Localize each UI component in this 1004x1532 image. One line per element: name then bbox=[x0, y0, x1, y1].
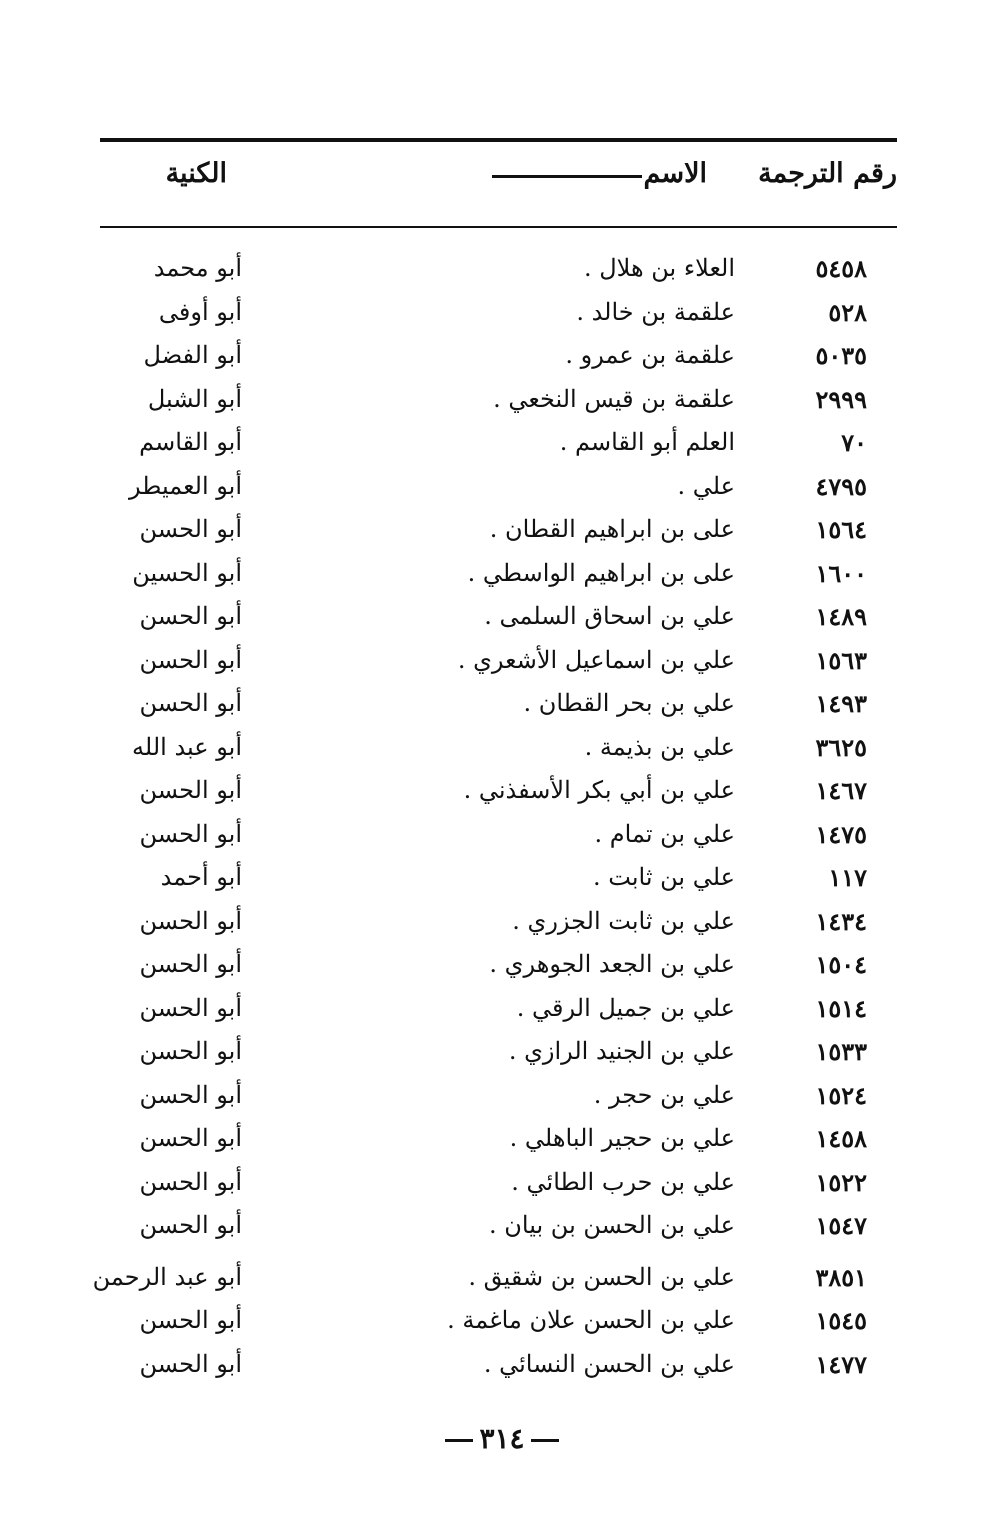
table-row bbox=[100, 1124, 897, 1168]
entry-number: ١٥٢٤ bbox=[815, 1080, 867, 1110]
entry-kunya: أبو الفضل bbox=[143, 341, 242, 369]
entry-number: ١٤٣٤ bbox=[815, 906, 867, 936]
entry-number: ١٥٦٣ bbox=[815, 645, 867, 675]
entry-name: علي بن بحر القطان . bbox=[523, 689, 735, 717]
entry-number: ٢٩٩٩ bbox=[815, 384, 867, 414]
entry-name: علي بن بذيمة . bbox=[584, 732, 735, 761]
entry-name: علي بن حرب الطائي . bbox=[511, 1167, 735, 1196]
header-number-label: رقم الترجمة bbox=[758, 158, 897, 189]
entry-number: ٣٨٥١ bbox=[815, 1262, 867, 1292]
page-number: ٣١٤ bbox=[479, 1422, 525, 1455]
table-row bbox=[100, 646, 897, 690]
entry-number: ١٥٤٧ bbox=[815, 1211, 867, 1240]
entry-name: على بن ابراهيم الواسطي . bbox=[467, 558, 735, 587]
entry-name: علي بن اسحاق السلمى . bbox=[484, 602, 735, 630]
table-row bbox=[100, 863, 897, 907]
entry-kunya: أبو الشبل bbox=[147, 384, 242, 413]
header-kunya-label: الكنية bbox=[165, 158, 227, 189]
entry-kunya: أبو الحسن bbox=[139, 1167, 242, 1196]
entry-name: علي بن حجير الباهلي . bbox=[509, 1124, 735, 1152]
entry-name: علي بن الجنيد الرازي . bbox=[508, 1037, 735, 1065]
table-row bbox=[100, 559, 897, 603]
table-row bbox=[100, 254, 897, 298]
entry-kunya: أبو الحسن bbox=[139, 950, 242, 978]
entry-name: علي بن اسماعيل الأشعري . bbox=[457, 645, 735, 674]
entry-name: علقمة بن قيس النخعي . bbox=[493, 384, 735, 413]
entry-kunya: أبو الحسين bbox=[132, 558, 242, 587]
entry-number: ١٤٧٥ bbox=[815, 819, 867, 849]
entry-kunya: أبو الحسن bbox=[139, 776, 242, 804]
header-name-text: الاسم bbox=[643, 158, 707, 189]
entry-kunya: أبو الحسن bbox=[139, 819, 242, 848]
table-row bbox=[100, 515, 897, 559]
table-row bbox=[100, 994, 897, 1038]
table-row bbox=[100, 1037, 897, 1081]
table-row bbox=[100, 428, 897, 472]
entry-name: علي . bbox=[677, 471, 735, 500]
entry-kunya: أبو الحسن bbox=[139, 689, 242, 717]
entry-kunya: أبو عبد الرحمن bbox=[92, 1262, 242, 1291]
entry-kunya: أبو محمد bbox=[153, 254, 242, 282]
entry-name: علي بن حجر . bbox=[593, 1080, 735, 1109]
entry-name: علي بن الحسن النسائي . bbox=[483, 1349, 735, 1378]
entry-number: ١٤٦٧ bbox=[815, 776, 867, 805]
entry-kunya: أبو عبد الله bbox=[132, 732, 242, 761]
table-row bbox=[100, 602, 897, 646]
table-row bbox=[100, 298, 897, 342]
entry-number: ١٤٥٨ bbox=[815, 1124, 867, 1153]
entry-number: ١٥٢٢ bbox=[815, 1167, 867, 1197]
table-row bbox=[100, 776, 897, 820]
entry-kunya: أبو الحسن bbox=[139, 1211, 242, 1239]
table-row bbox=[100, 385, 897, 429]
table-row bbox=[100, 1168, 897, 1212]
entry-number: ٧٠ bbox=[841, 428, 867, 457]
table-row bbox=[100, 341, 897, 385]
table-row bbox=[100, 820, 897, 864]
table-row bbox=[100, 1350, 897, 1394]
entry-number: ١٥٤٥ bbox=[815, 1306, 867, 1335]
entry-name: العلم أبو القاسم . bbox=[559, 428, 735, 456]
entry-number: ١٥٦٤ bbox=[815, 515, 867, 544]
table-row bbox=[100, 1081, 897, 1125]
entry-number: ٥٤٥٨ bbox=[815, 254, 867, 283]
entry-kunya: أبو الحسن bbox=[139, 1349, 242, 1378]
entry-number: ١١٧ bbox=[828, 863, 867, 892]
entry-number: ١٥١٤ bbox=[815, 993, 867, 1023]
kashida-stretch bbox=[492, 175, 642, 178]
entry-number: ١٤٧٧ bbox=[815, 1349, 867, 1379]
entry-name: علقمة بن عمرو . bbox=[565, 341, 735, 369]
entry-kunya: أبو الحسن bbox=[139, 1306, 242, 1334]
entry-kunya: أبو الحسن bbox=[139, 1124, 242, 1152]
entry-number: ٤٧٩٥ bbox=[815, 471, 867, 501]
entry-name: العلاء بن هلال . bbox=[583, 254, 735, 282]
entry-kunya: أبو الحسن bbox=[139, 515, 242, 543]
entry-kunya: أبو القاسم bbox=[139, 428, 242, 456]
entry-kunya: أبو الحسن bbox=[139, 993, 242, 1022]
table-header bbox=[100, 158, 897, 208]
table-row bbox=[100, 472, 897, 516]
entry-name: علي بن الحسن بن بيان . bbox=[489, 1211, 735, 1239]
table-row bbox=[100, 689, 897, 733]
entry-number: ١٤٨٩ bbox=[815, 602, 867, 631]
entry-kunya: أبو الحسن bbox=[139, 1080, 242, 1109]
entry-name: علي بن الحسن علان ماغمة . bbox=[447, 1306, 735, 1334]
header-name-label bbox=[490, 158, 708, 189]
footer-dash-right bbox=[531, 1439, 559, 1442]
table-row bbox=[100, 1211, 897, 1255]
entries-table bbox=[92, 254, 897, 1393]
entry-name: علي بن ثابت الجزري . bbox=[512, 906, 735, 935]
table-row bbox=[92, 1262, 897, 1307]
entry-kunya: أبو الحسن bbox=[139, 602, 242, 630]
entry-name: علي بن ثابت . bbox=[593, 863, 735, 891]
table-row bbox=[100, 950, 897, 994]
table-row bbox=[100, 1306, 897, 1350]
entry-kunya: أبو الحسن bbox=[139, 906, 242, 935]
entry-kunya: أبو الحسن bbox=[139, 645, 242, 674]
entry-name: علي بن جميل الرقي . bbox=[516, 993, 735, 1022]
footer-dash-left bbox=[445, 1439, 473, 1442]
header-rule bbox=[100, 226, 897, 228]
entry-kunya: أبو العميطر bbox=[129, 471, 242, 500]
entry-number: ٥٢٨ bbox=[828, 297, 867, 327]
entry-kunya: أبو أحمد bbox=[160, 863, 242, 891]
entry-name: علقمة بن خالد . bbox=[576, 297, 735, 326]
entry-number: ٣٦٢٥ bbox=[815, 732, 867, 762]
entry-number: ١٥٣٣ bbox=[815, 1037, 867, 1066]
entry-kunya: أبو الحسن bbox=[139, 1037, 242, 1065]
entry-name: علي بن تمام . bbox=[594, 819, 735, 848]
entry-kunya: أبو أوفى bbox=[158, 297, 242, 326]
entry-name: على بن ابراهيم القطان . bbox=[489, 515, 735, 543]
entry-number: ١٥٠٤ bbox=[815, 950, 867, 979]
entry-name: علي بن الحسن بن شقيق . bbox=[468, 1262, 735, 1291]
table-row bbox=[100, 907, 897, 951]
table-row bbox=[100, 733, 897, 777]
entry-name: علي بن الجعد الجوهري . bbox=[489, 950, 735, 978]
entry-number: ٥٠٣٥ bbox=[815, 341, 867, 370]
top-rule bbox=[100, 138, 897, 142]
page-footer bbox=[0, 1422, 1004, 1455]
entry-number: ١٦٠٠ bbox=[815, 558, 867, 588]
entry-name: علي بن أبي بكر الأسفذني . bbox=[463, 776, 735, 804]
entry-number: ١٤٩٣ bbox=[815, 689, 867, 718]
